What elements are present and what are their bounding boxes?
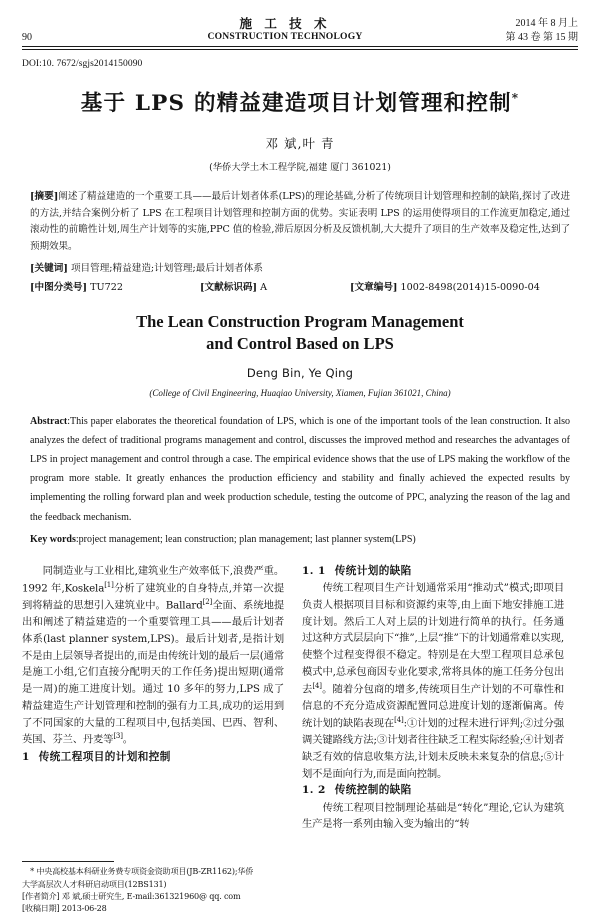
received-date-label: [收稿日期] xyxy=(22,902,60,913)
title-en-line1: The Lean Construction Program Management xyxy=(136,312,464,332)
sec11-text-a: 传统工程项目生产计划通常采用“推动式”模式;即项目负责人根据项目目标和资源约束等,由上面下地安排施工进度计划。然后工人对上层的计划进行简单的执行。任务通过这种方式层层向下“推”,上层“推”下的计划通常难以实现,使整个过程变得很不稳定。特别是在大型工程项目总承包模式中,总承包商因专业化要求,常将具体的施工任务分包出去 xyxy=(302,582,564,696)
journal-title-en: CONSTRUCTION TECHNOLOGY xyxy=(207,31,363,43)
abstract-en-text: :This paper elaborates the theoretical foundation of LPS, which is one of the important tools of the lean construction. It also analyzes the defect of traditional programs management and control, discusses the improved method and researches the advantages of LPS in project management and control through a case. The empirical evidence shows that the use of LPS making the workflow of the program more stable. It greatly enhances the production efficiency and stability and finally achieved the expected results by implementing the rolling forward plan and week production schedule, testing the outcome of PPC, analyzing the reason of the lag and the feedback mechanism. xyxy=(30,415,570,523)
article-id-label: [文章编号] xyxy=(350,282,398,294)
section-1-1-paragraph xyxy=(302,580,564,782)
intro-paragraph xyxy=(22,563,284,749)
section-1-1-title: 传统计划的缺陷 xyxy=(334,564,412,577)
keywords-en-text: :project management; lean construction; plan management; last planner system(LPS) xyxy=(75,533,416,545)
doc-code-field xyxy=(200,279,350,293)
section-heading-1-2 xyxy=(302,782,564,799)
keywords-cn xyxy=(30,260,570,274)
authors-en: Deng Bin, Ye Qing xyxy=(246,365,354,380)
intro-text-b: 分析了建筑业的自身特点,并第一次提到将精益的思想引入建筑业中。Ballard xyxy=(22,582,284,612)
article-id-field xyxy=(350,279,570,293)
reference-marker-3: [3] xyxy=(113,732,123,741)
sec11-text-b: 。随着分包商的增多,传统项目生产计划的不可靠性和信息的不充分造成资源配置同总进度计划的逐渐偏离。传统计划的缺陷表现在 xyxy=(302,683,564,730)
issue-info xyxy=(478,17,578,44)
running-head xyxy=(0,0,600,44)
section-1-number: 1 xyxy=(22,750,30,763)
affiliation-en: (College of Civil Engineering, Huaqiao University, Xiamen, Fujian 361021, China) xyxy=(149,387,451,398)
author-bio-text: 邓 斌,硕士研究生, E-mail:361321960@ qq. com xyxy=(61,890,241,901)
article-id-value: 1002-8498(2014)15-0090-04 xyxy=(400,282,540,294)
section-1-1-number: 1. 1 xyxy=(302,564,326,577)
page-title-cn xyxy=(0,91,600,117)
section-1-2-paragraph: 传统工程项目控制理论基础是“转化”理论,它认为建筑生产是将一系列由输入变为输出的“转 xyxy=(302,801,564,831)
journal-title-cn: 施 工 技 术 xyxy=(239,15,331,31)
intro-text-d: 。 xyxy=(122,733,133,746)
intro-text-c: 全面、系统地提出和阐述了精益建造的一个重要管理工具——最后计划者体系(last planner system,LPS)。最后计划者,是指计划不是由上层领导者提出的,而是由传统计划的最后一层(通常是施工小组,它们直接分配明天的工作任务)提出短期(通常是一周)的施工进度计划。通过 10 多年的努力,LPS 成了精益建造生产计划管理和控制的强有力工具,成功的运用到了不同国家的大量的工程项目中,包括美国、巴西、智利、英国、芬兰、丹麦等 xyxy=(22,599,285,746)
abstract-en-label: Abstract xyxy=(30,415,68,427)
footnote-block xyxy=(22,861,284,914)
intro-text-a: 同制造业与工业相比,建筑业生产效率低下,浪费严重。1992 年,Koskela xyxy=(22,564,284,594)
title-cn-text: 基于 LPS 的精益建造项目计划管理和控制 xyxy=(80,91,512,117)
doi-line: DOI:10. 7672/sgjs2014150090 xyxy=(22,59,143,70)
sec11-text-c: :①计划的过程未进行评判;②过分强调关键路线方法;③计划者往往缺乏工程实际经验;④计划者缺乏有效的信息收集方法,计划未反映未来复杂的信息;⑤计划不是面向行为,而是面向控制。 xyxy=(302,717,564,780)
volume-issue: 第 43 卷 第 15 期 xyxy=(505,31,578,43)
title-en-line2: and Control Based on LPS xyxy=(206,334,394,354)
journal-masthead xyxy=(92,17,478,44)
page-number: 90 xyxy=(22,32,32,43)
keywords-cn-text: 项目管理;精益建造;计划管理;最后计划者体系 xyxy=(70,263,263,275)
title-footnote-marker: * xyxy=(511,91,520,106)
funding-text-1: 中央高校基本科研业务费专项资金资助项目(JB-ZR1162);华侨 xyxy=(36,866,254,877)
body-column-left xyxy=(22,563,284,833)
section-1-2-title: 传统控制的缺陷 xyxy=(334,784,412,797)
keywords-en-label: Key words xyxy=(30,533,76,545)
doc-code-label: [文献标识码] xyxy=(200,282,258,294)
clc-value: TU722 xyxy=(90,282,123,294)
section-1-2-number: 1. 2 xyxy=(302,784,326,797)
keywords-en xyxy=(30,531,570,549)
abstract-cn-label: [摘要] xyxy=(30,191,59,203)
issue-date: 2014 年 8 月上 xyxy=(515,18,578,29)
reference-marker-2: [2] xyxy=(202,597,213,606)
footnote-rule xyxy=(22,861,114,862)
received-date-value: 2013-06-28 xyxy=(61,902,107,913)
affiliation-cn: (华侨大学土木工程学院,福建 厦门 361021) xyxy=(209,162,391,174)
funding-line-1 xyxy=(22,865,284,877)
body-column-right xyxy=(302,563,564,833)
received-date-line xyxy=(22,902,284,914)
author-bio-label: [作者简介] xyxy=(22,890,60,901)
abstract-en xyxy=(30,412,570,527)
clc-label: [中图分类号] xyxy=(30,282,88,294)
body-columns xyxy=(22,563,578,833)
abstract-cn-text: 阐述了精益建造的一个重要工具——最后计划者体系(LPS)的理论基础,分析了传统项目计划管理和控制的缺陷,探讨了改进的方法,并结合案例分析了 LPS 在工程项目计划管理和控制方面的优势。实证表明 LPS 的运用使得项目的工作流更加稳定,通过滚动性的前瞻性计划,周生产计划等的实施,PPC 值的检验,滞后原因分析及反馈机制,大大提升了项目的生产效率及稳定性,达到了预期效果。 xyxy=(30,191,570,252)
reference-marker-5: [4] xyxy=(394,715,404,724)
author-bio-line xyxy=(22,890,284,902)
reference-marker-4: [4] xyxy=(312,681,322,690)
reference-marker-1: [1] xyxy=(104,580,114,589)
doc-code-value: A xyxy=(260,282,268,294)
classification-row xyxy=(30,279,570,293)
keywords-cn-label: [关键词] xyxy=(30,263,68,275)
footnote-marker-star: * xyxy=(30,866,34,877)
funding-line-2: 大学高层次人才科研启动项目(12BS131) xyxy=(22,878,167,889)
section-1-title: 传统工程项目的计划和控制 xyxy=(38,750,171,763)
authors-cn: 邓 斌,叶 青 xyxy=(265,136,335,152)
page-title-en xyxy=(0,311,600,356)
section-heading-1-1 xyxy=(302,563,564,580)
abstract-cn xyxy=(30,189,570,255)
section-heading-1 xyxy=(22,749,284,766)
clc-field xyxy=(30,279,200,293)
